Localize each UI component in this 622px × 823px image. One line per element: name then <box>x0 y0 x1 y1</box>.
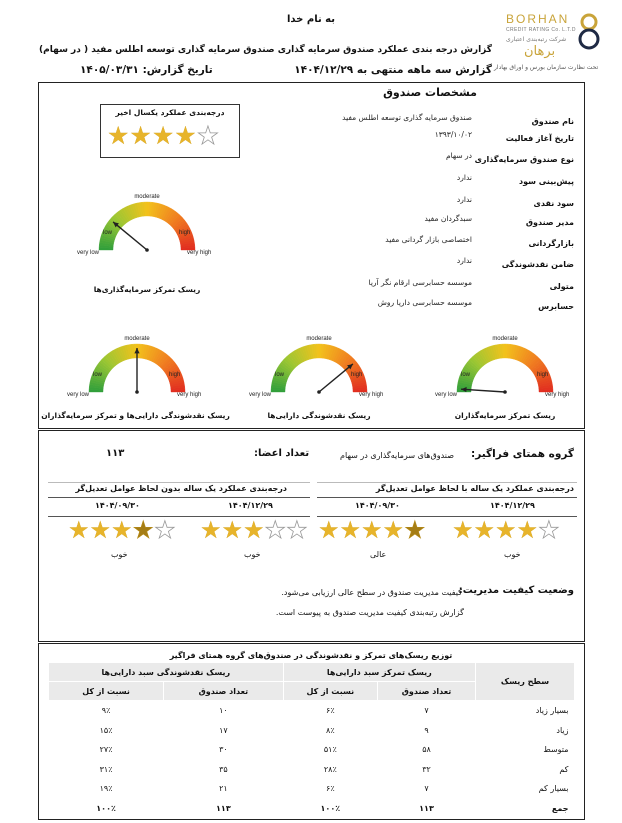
spec-value: موسسه حسابرسی ارقام نگر آریا <box>368 278 472 287</box>
gauge-label-low: low <box>103 230 113 236</box>
star-full-icon: ★ <box>129 121 152 150</box>
report-period: گزارش سه ماهه منتهی به ۱۴۰۴/۱۲/۲۹ <box>294 64 492 76</box>
gauge-needle <box>319 364 353 392</box>
gauge-label-moderate: moderate <box>306 336 332 342</box>
star-full-icon: ★ <box>318 516 340 544</box>
gauge-icon <box>234 320 404 405</box>
star-full-icon: ★ <box>516 516 539 544</box>
table-row <box>49 779 575 799</box>
spec-value: ۱۳۹۳/۱۰/۰۲ <box>434 130 472 139</box>
star-full-icon: ★ <box>68 516 90 544</box>
spec-title: مشخصات صندوق <box>383 86 477 99</box>
logo-brand: BORHAN <box>506 12 570 26</box>
cell-level: بسیار زیاد <box>535 706 569 716</box>
without-adjust-stars-1 <box>200 516 308 544</box>
col-concentration: ریسک تمرکز سبد دارایی‌ها <box>283 663 475 682</box>
cell-c-count: ۳۲ <box>422 764 431 774</box>
gauge-label-very-low: very low <box>435 392 458 398</box>
divider <box>317 497 577 498</box>
gauge-asset-liquidity <box>234 320 404 409</box>
management-quality-value: کیفیت مدیریت صندوق در سطح عالی ارزیابی می‌شود. <box>281 588 462 597</box>
cell-l-count: ۱۱۳ <box>216 803 231 813</box>
cell-c-share: ۵۱٪ <box>323 745 337 755</box>
cell-l-share: ۹٪ <box>101 706 111 716</box>
star-full-icon: ★ <box>221 516 244 544</box>
spec-value: صندوق سرمایه گذاری توسعه اطلس مفید <box>342 113 472 122</box>
gauge-2-title: ریسک نقدشوندگی دارایی‌ها و تمرکز سرمایه‌گذاران <box>41 411 230 420</box>
spec-value: در سهام <box>445 151 472 160</box>
peer-count-value: ۱۱۳ <box>106 448 125 459</box>
star-full-icon: ★ <box>151 121 175 150</box>
report-title: گزارش درجه بندی عملکرد صندوق سرمایه گذاری صندوق سرمایه گذاری توسعه اطلس مفید ( در سهام) <box>39 45 492 55</box>
spec-label: مدیر صندوق <box>525 218 574 227</box>
cell-level: جمع <box>551 803 569 813</box>
logo-subtitle-fa: شرکت رتبه‌بندی اعتباری <box>506 36 567 43</box>
gauge-pivot <box>503 390 507 394</box>
star-full-icon: ★ <box>200 516 222 544</box>
gauge-label-very-high: very high <box>359 392 384 398</box>
distribution-table <box>48 662 575 818</box>
spec-value: ندارد <box>456 173 472 182</box>
without-adjust-word-2: خوب <box>111 550 128 559</box>
bismillah: به نام خدا <box>286 14 336 25</box>
cell-l-count: ۲۱ <box>219 784 228 794</box>
gauge-pivot <box>145 248 149 252</box>
cell-c-count: ۱۱۳ <box>419 803 434 813</box>
star-empty-icon: ★ <box>286 516 308 544</box>
spec-label: پیش‌بینی سود <box>519 177 574 186</box>
gauge-pivot <box>135 390 139 394</box>
star-full-icon: ★ <box>89 516 112 544</box>
gauge-label-moderate: moderate <box>492 336 518 342</box>
cell-level: زیاد <box>556 725 569 735</box>
logo-mark-icon <box>578 12 600 52</box>
col-risk-level: سطح ریسک <box>476 663 575 701</box>
star-full-icon: ★ <box>495 516 517 544</box>
gauge-label-moderate: moderate <box>134 194 160 200</box>
star-half-icon: ★ <box>132 516 155 544</box>
report-date: تاریخ گزارش: ۱۴۰۵/۰۳/۳۱ <box>80 64 213 76</box>
star-full-icon: ★ <box>243 516 265 544</box>
cell-l-count: ۱۷ <box>219 725 228 735</box>
cell-c-share: ۶٪ <box>326 784 335 794</box>
gauge-liquidity-and-investor-concentration <box>52 320 222 409</box>
spec-value: اختصاصی بازار گردانی مفید <box>385 235 472 244</box>
gauge-label-very-low: very low <box>77 250 100 256</box>
logo-tagline: تحت نظارت سازمان بورس و اوراق بهادار <box>494 64 599 71</box>
with-adjust-word-2: عالی <box>370 550 387 559</box>
cell-c-count: ۷ <box>424 706 429 716</box>
with-adjust-stars-2 <box>318 516 426 544</box>
table-row <box>49 760 575 780</box>
without-adjust-title: درجه‌بندی عملکرد یک ساله بدون لحاظ عوامل تعدیل‌گر <box>75 484 287 493</box>
star-full-icon: ★ <box>111 516 133 544</box>
cell-c-count: ۵۸ <box>422 745 431 755</box>
peer-group-label: گروه همتای فراگیر: <box>471 448 574 460</box>
spec-label: متولی <box>549 282 574 291</box>
gauge-label-high: high <box>179 230 191 236</box>
cell-l-share: ۳۱٪ <box>99 764 113 774</box>
star-full-icon: ★ <box>107 121 130 150</box>
cell-c-count: ۹ <box>424 725 429 735</box>
spec-value: ندارد <box>456 256 472 265</box>
cell-level: بسیار کم <box>538 784 569 794</box>
gauge-label-moderate: moderate <box>124 336 150 342</box>
cell-c-share: ۱۰۰٪ <box>320 803 341 813</box>
gauge-label-very-low: very low <box>67 392 90 398</box>
spec-label: نام صندوق <box>531 117 574 126</box>
gauge-pivot <box>317 390 321 394</box>
star-half-icon: ★ <box>404 516 426 544</box>
recent-rating-card <box>100 104 240 158</box>
cell-level: کم <box>559 764 569 774</box>
gauge-label-very-high: very high <box>545 392 570 398</box>
management-quality-note: گزارش رتبه‌بندی کیفیت مدیریت صندوق به پیوست است. <box>275 608 464 617</box>
spec-label: تاریخ آغاز فعالیت <box>505 134 574 143</box>
gauge-label-low: low <box>93 372 103 378</box>
star-full-icon: ★ <box>361 516 383 544</box>
star-empty-icon: ★ <box>196 121 220 150</box>
star-empty-icon: ★ <box>154 516 176 544</box>
gauge-needle <box>113 222 147 250</box>
gauge-icon <box>420 320 590 405</box>
recent-rating-title: درجه‌بندی عملکرد یکسال اخیر <box>115 108 225 117</box>
gauge-label-low: low <box>461 372 471 378</box>
table-row <box>49 701 575 721</box>
table-row <box>49 740 575 760</box>
cell-l-share: ۱۹٪ <box>99 784 113 794</box>
col-c-count: تعداد صندوق <box>378 682 476 701</box>
cell-l-share: ۲۷٪ <box>99 745 113 755</box>
with-adjust-date-2: ۱۴۰۴/۰۹/۳۰ <box>355 501 400 510</box>
gauge-investor-concentration <box>420 320 590 409</box>
star-full-icon: ★ <box>339 516 362 544</box>
company-logo <box>496 10 606 70</box>
gauge-icon <box>62 178 232 263</box>
peer-count-label: تعداد اعضا: <box>254 448 310 459</box>
cell-l-count: ۱۰ <box>219 706 228 716</box>
cell-c-share: ۸٪ <box>326 725 335 735</box>
with-adjust-date-1: ۱۴۰۴/۱۲/۲۹ <box>490 501 535 510</box>
management-quality-label: وضعیت کیفیت مدیریت: <box>458 585 574 596</box>
table-row <box>49 721 575 741</box>
gauge-label-very-high: very high <box>177 392 202 398</box>
spec-label: ضامن نقدشوندگی <box>501 260 574 269</box>
cell-l-share: ۱۰۰٪ <box>96 803 116 813</box>
gauge-label-low: low <box>275 372 285 378</box>
spec-value: سبدگردان مفید <box>424 214 472 223</box>
star-full-icon: ★ <box>382 516 405 544</box>
col-liquidity: ریسک نقدشوندگی سبد دارایی‌ها <box>49 663 284 682</box>
gauge-label-high: high <box>537 372 549 378</box>
col-c-share: نسبت از کل <box>283 682 377 701</box>
cell-l-share: ۱۵٪ <box>99 725 113 735</box>
gauge-icon <box>52 320 222 405</box>
without-adjust-date-1: ۱۴۰۴/۱۲/۲۹ <box>228 501 273 510</box>
without-adjust-date-2: ۱۴۰۴/۰۹/۳۰ <box>95 501 140 510</box>
spec-label: نوع صندوق سرمایه‌گذاری <box>474 155 574 164</box>
star-full-icon: ★ <box>174 121 197 150</box>
with-adjust-stars-1 <box>452 516 560 544</box>
gauge-label-very-low: very low <box>249 392 272 398</box>
col-l-share: نسبت از کل <box>49 682 164 701</box>
cell-level: متوسط <box>543 745 569 755</box>
cell-l-count: ۳۰ <box>219 745 228 755</box>
without-adjust-stars-2 <box>68 516 176 544</box>
table-total-row <box>49 799 575 819</box>
spec-label: بازارگردانی <box>528 239 574 248</box>
spec-label: حسابرس <box>538 302 574 311</box>
spec-label: سود نقدی <box>533 199 574 208</box>
cell-c-count: ۷ <box>424 784 429 794</box>
with-adjust-word-1: خوب <box>504 550 521 559</box>
star-full-icon: ★ <box>452 516 474 544</box>
spec-value: موسسه حسابرسی داریا روش <box>377 298 472 307</box>
recent-rating-stars <box>107 121 219 150</box>
divider <box>48 497 310 498</box>
gauge-4-title: ریسک تمرکز سرمایه‌گذاران <box>454 411 556 420</box>
distribution-title: توزیع ریسک‌های تمرکز و نقدشوندگی در صندوق‌های گروه همتای فراگیر <box>169 651 453 660</box>
gauge-3-title: ریسک نقدشوندگی دارایی‌ها <box>267 411 371 420</box>
col-l-count: تعداد صندوق <box>164 682 283 701</box>
gauge-label-very-high: very high <box>187 250 212 256</box>
gauge-label-high: high <box>351 372 363 378</box>
cell-c-share: ۶٪ <box>326 706 335 716</box>
cell-l-count: ۳۵ <box>219 764 228 774</box>
gauge-1-title: ریسک تمرکز سرمایه‌گذاری‌ها <box>93 285 201 294</box>
logo-brand-fa: برهان <box>524 44 556 59</box>
gauge-label-high: high <box>169 372 181 378</box>
cell-c-share: ۲۸٪ <box>323 764 337 774</box>
without-adjust-word-1: خوب <box>244 550 261 559</box>
with-adjust-title: درجه‌بندی عملکرد یک ساله با لحاظ عوامل تعدیل‌گر <box>375 484 574 493</box>
star-empty-icon: ★ <box>538 516 560 544</box>
star-empty-icon: ★ <box>264 516 287 544</box>
gauge-investment-concentration <box>62 178 232 267</box>
logo-subtitle-en: CREDIT RATING Co. L.T.D <box>506 27 576 33</box>
spec-value: ندارد <box>456 195 472 204</box>
star-full-icon: ★ <box>473 516 496 544</box>
peer-group-value: صندوق‌های سرمایه‌گذاری در سهام <box>340 451 454 460</box>
